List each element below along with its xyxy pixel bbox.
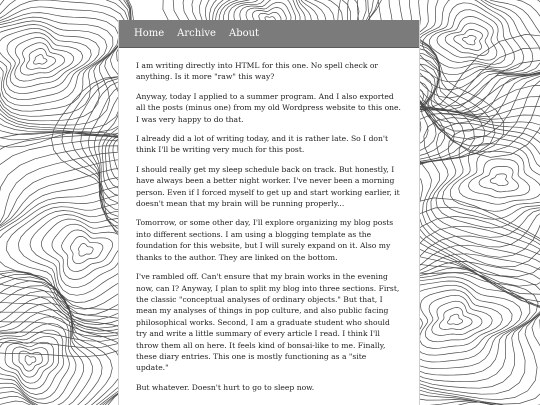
post-paragraph: I am writing directly into HTML for this one. No spell check or anything. Is it more "raw" this way? — [136, 61, 379, 82]
contour-line — [445, 23, 489, 56]
contour-line — [0, 297, 102, 405]
contour-line — [448, 314, 463, 324]
contour-line — [439, 308, 472, 330]
contour-line — [411, 285, 512, 355]
post-content — [119, 48, 419, 393]
contour-line — [442, 136, 540, 219]
post-paragraph: I've rambled off. Can't ensure that my brain works in the evening now, can I? Anyway, I plan to split my blog into three sections. First, the classic "conceptual analyses of ordinary objects." But that, I mean my analyses of things in pop culture, and also public facing philosophical works. Second, I am a graduate student who should try and write a little summary of every article I read. I think I'll throw them all on here. It feels kind of bonsai-like to me. Finally, these diary entries. This one is mostly functioning as a "site update." — [136, 272, 400, 373]
contour-line — [62, 230, 113, 272]
contour-line — [0, 28, 91, 93]
contour-line — [410, 113, 540, 257]
contour-line — [0, 330, 64, 394]
post-paragraph: Tomorrow, or some other day, I'll explore organizing my blog posts into different sections. I am using a blogging template as the foundation for this website, but I will surely expand on it. Also my thanks to the author. They are linked on the bottom. — [136, 218, 394, 262]
contour-line — [432, 301, 482, 335]
contour-line — [479, 167, 518, 192]
contour-line — [0, 7, 123, 121]
contour-line — [34, 55, 48, 65]
blog-page — [118, 20, 420, 405]
contour-line — [0, 0, 129, 129]
post-paragraph: I should really get my sleep schedule back on track. But honestly, I have always been a better night worker. I've never been a morning person. Even if I forced myself to get up and start working earlier, it doesn't mean that my brain will be running properly... — [136, 164, 400, 209]
contour-line — [70, 236, 103, 263]
contour-line — [25, 356, 36, 365]
contour-line — [0, 291, 112, 405]
contour-line — [20, 43, 64, 75]
contour-line — [463, 35, 477, 45]
nav-home-link[interactable]: Home — [134, 28, 165, 39]
post-paragraph: But whatever. Doesn't hurt to go to sleep now. — [136, 382, 315, 392]
contour-line — [0, 317, 76, 404]
contour-line — [52, 224, 122, 279]
nav-archive-link[interactable]: Archive — [177, 28, 216, 39]
contour-line — [26, 49, 55, 70]
contour-line — [490, 174, 508, 186]
nav-about-link[interactable]: About — [228, 28, 260, 39]
navbar — [119, 20, 419, 48]
post-paragraph: Anyway, today I applied to a summer program. And I also exported all the posts (minus one) from my old Wordpress website to this one. I was very happy to do that. — [136, 91, 401, 124]
post-paragraph: I already did a lot of writing today, and it is rather late. So I don't think I'll be writing very much for this post. — [136, 134, 389, 155]
contour-line — [79, 244, 94, 257]
contour-line — [424, 118, 540, 247]
